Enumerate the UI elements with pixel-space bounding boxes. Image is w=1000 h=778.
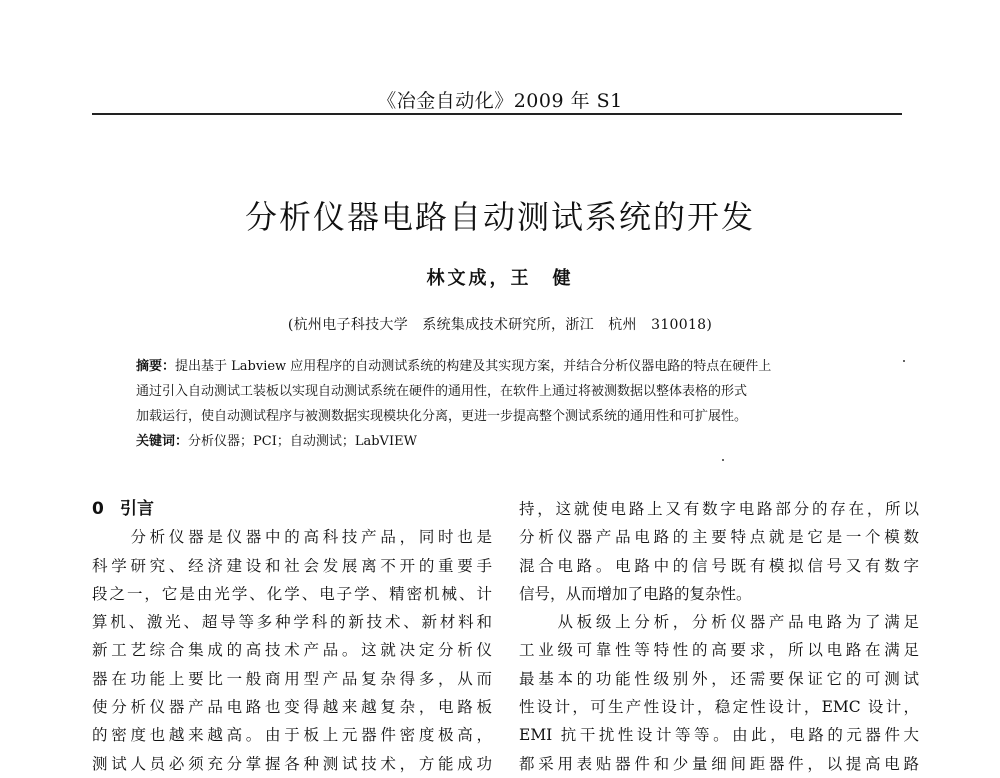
body-line: 持，这就使电路上又有数字电路部分的存在，所以	[519, 500, 919, 518]
abstract-text: 提出基于 Labview 应用程序的自动测试系统的构建及其实现方案，并结合分析仪器电路的特点在硬件上	[175, 359, 772, 374]
abstract-line: 加载运行，使自动测试程序与被测数据实现模块化分离，更进一步提高整个测试系统的通用性和可扩展性。	[136, 409, 748, 424]
body-column-left	[92, 495, 492, 778]
body-line: 测试人员必须充分掌握各种测试技术，方能成功	[92, 754, 492, 773]
keywords-line	[136, 429, 876, 454]
abstract-line: 通过引入自动测试工装板以实现自动测试系统在硬件的通用性，在软件上通过将被测数据以整体表格的形式	[136, 384, 748, 399]
body-line: 都采用表贴器件和少量细间距器件，以提高电路	[519, 754, 919, 773]
section-number: 0	[92, 499, 104, 519]
body-line: EMI 抗干扰性设计等等。由此，电路的元器件大	[519, 726, 919, 745]
body-line: 分析仪器是仪器中的高科技产品，同时也是	[92, 528, 492, 547]
section-heading	[92, 495, 492, 523]
body-line: 从板级上分析，分析仪器产品电路为了满足	[519, 613, 919, 632]
abstract-label: 摘要：	[136, 359, 176, 374]
paper-title: 分析仪器电路自动测试系统的开发	[244, 198, 755, 236]
body-line: 最基本的功能性级别外，还需要保证它的可测试	[519, 669, 919, 688]
body-line: 信号，从而增加了电路的复杂性。	[519, 584, 752, 603]
paper-authors: 林文成，王 健	[426, 268, 574, 289]
keywords-text: 分析仪器；PCI；自动测试；LabVIEW	[188, 434, 417, 449]
body-line: 工业级可靠性等特性的高要求，所以电路在满足	[519, 641, 919, 660]
abstract-line	[136, 354, 876, 379]
scan-speck	[903, 360, 905, 362]
body-line: 的密度也越来越高。由于板上元器件密度极高，	[92, 726, 492, 745]
body-line: 器在功能上要比一般商用型产品复杂得多，从而	[92, 669, 492, 688]
header-rule	[92, 113, 902, 115]
journal-running-head: 《冶金自动化》2009 年 S1	[377, 90, 623, 112]
body-line: 段之一，它是由光学、化学、电子学、精密机械、计	[92, 584, 492, 603]
section-title: 引言	[120, 499, 154, 519]
paper-affiliation: (杭州电子科技大学 系统集成技术研究所，浙江 杭州 310018)	[287, 317, 713, 333]
body-line: 使分析仪器产品电路也变得越来越复杂，电路板	[92, 698, 492, 717]
body-line: 性设计，可生产性设计，稳定性设计，EMC 设计，	[519, 698, 919, 717]
keywords-label: 关键词：	[136, 434, 189, 449]
body-line: 分析仪器产品电路的主要特点就是它是一个模数	[519, 528, 919, 547]
scan-speck	[722, 459, 724, 461]
body-line: 新工艺综合集成的高技术产品。这就决定分析仪	[92, 641, 492, 660]
body-line: 科学研究、经济建设和社会发展离不开的重要手	[92, 556, 492, 575]
body-line: 混合电路。电路中的信号既有模拟信号又有数字	[519, 556, 919, 575]
abstract-block	[136, 354, 876, 454]
body-column-right	[519, 495, 919, 778]
body-line: 算机、激光、超导等多种学科的新技术、新材料和	[92, 613, 492, 632]
